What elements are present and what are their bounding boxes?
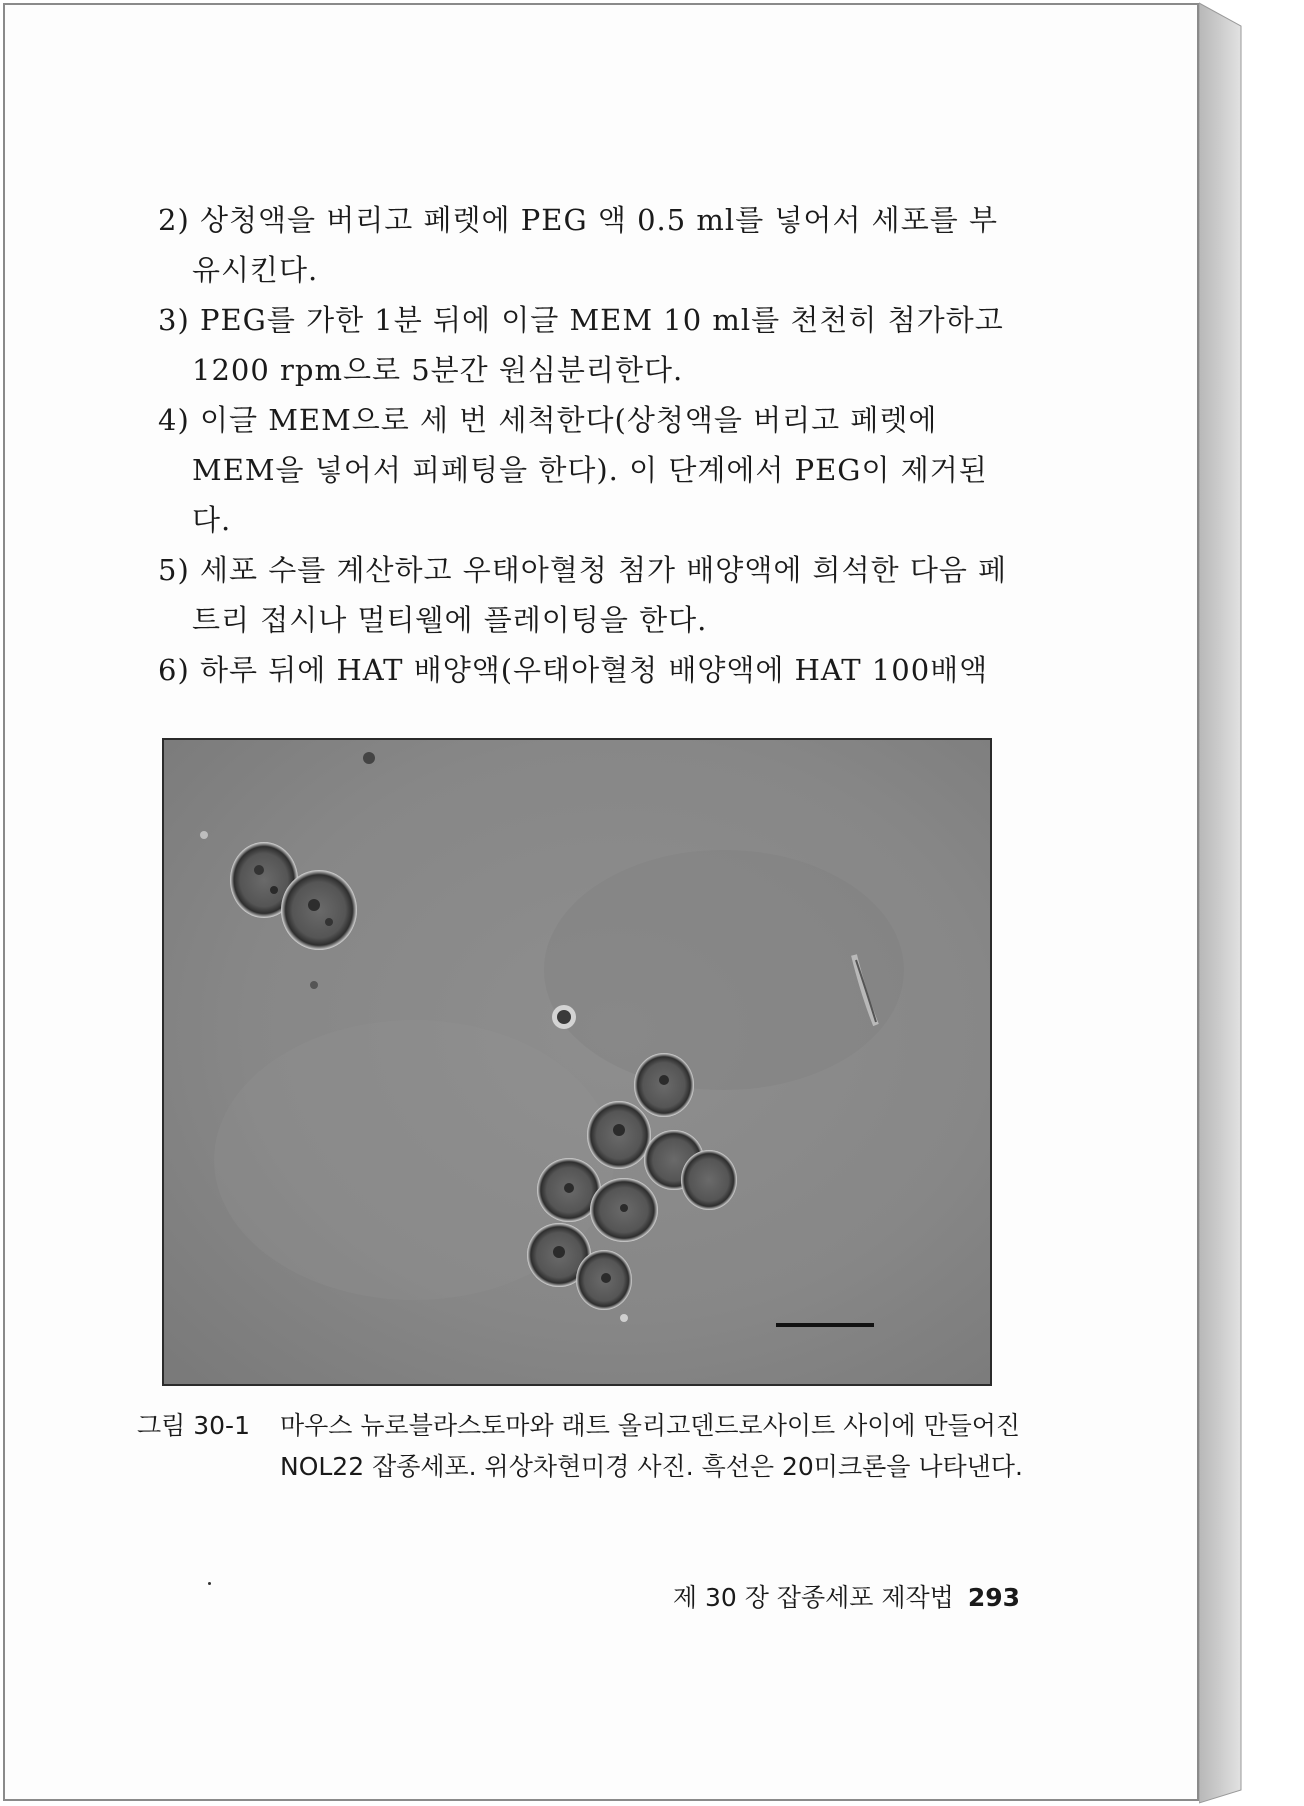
step-3: 3) PEG를 가한 1분 뒤에 이글 MEM 10 ml를 천천히 첨가하고 1200 rpm으로 5분간 원심분리한다. (158, 303, 1004, 387)
figure-label: 그림 30-1 (137, 1411, 250, 1440)
micrograph-figure (162, 738, 992, 1386)
step-4: 4) 이글 MEM으로 세 번 세척한다(상청액을 버리고 페렛에 MEM을 넣어서 피페팅을 한다). 이 단계에서 PEG이 제거된다. (158, 403, 988, 537)
page-footer (640, 1578, 1020, 1614)
step-6: 6) 하루 뒤에 HAT 배양액(우태아혈청 배양액에 HAT 100배액 (158, 653, 989, 687)
dust-speck (208, 1582, 211, 1585)
step-5: 5) 세포 수를 계산하고 우태아혈청 첨가 배양액에 희석한 다음 페트리 접시나 멀티웰에 플레이팅을 한다. (158, 553, 1008, 637)
book-side-edge (1199, 0, 1243, 1806)
chapter-title: 제 30 장 잡종세포 제작법 (672, 1583, 954, 1612)
micrograph-image (164, 740, 990, 1384)
page-number: 293 (967, 1583, 1020, 1612)
procedure-list (158, 195, 1020, 695)
step-2: 2) 상청액을 버리고 페렛에 PEG 액 0.5 ml를 넣어서 세포를 부유시킨다. (158, 203, 998, 287)
figure-caption-text: 마우스 뉴로블라스토마와 래트 올리고덴드로사이트 사이에 만들어진 NOL22 잡종세포. 위상차현미경 사진. 흑선은 20미크론을 나타낸다. (280, 1411, 1023, 1481)
